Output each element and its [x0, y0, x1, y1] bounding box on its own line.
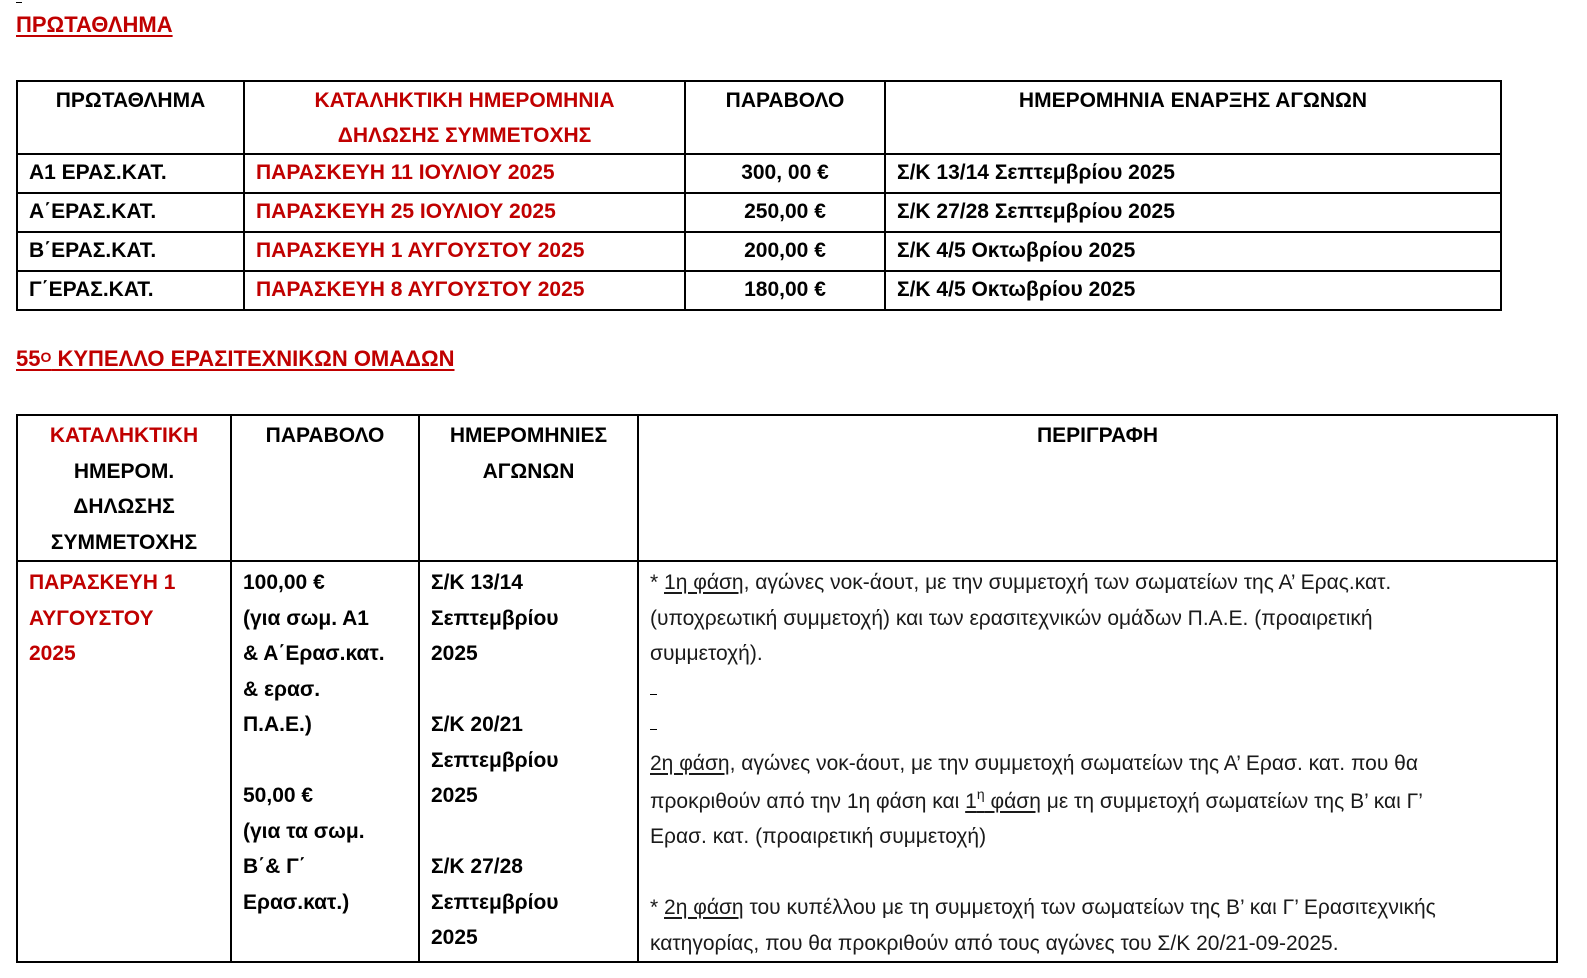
- start-cell: Σ/Κ 13/14 Σεπτεμβρίου 2025: [885, 154, 1501, 193]
- cup-header-row: [17, 415, 1557, 561]
- league-cell: Γ΄ΕΡΑΣ.ΚΑΤ.: [17, 271, 244, 310]
- list-item: Σ/Κ 13/14 Σεπτεμβρίου 2025: [431, 571, 559, 665]
- championship-header-row: [17, 81, 1501, 154]
- deadline-cell: ΠΑΡΑΣΚΕΥΗ 11 ΙΟΥΛΙΟΥ 2025: [244, 154, 685, 193]
- cup-header-deadline: ΚΑΤΑΛΗΚΤΙΚΗ ΗΜΕΡΟΜ. ΔΗΛΩΣΗΣ ΣΥΜΜΕΤΟΧΗΣ: [17, 415, 231, 561]
- start-cell: Σ/Κ 4/5 Οκτωβρίου 2025: [885, 232, 1501, 271]
- fee-cell: 200,00 €: [685, 232, 885, 271]
- championship-heading: ΠΡΩΤΑΘΛΗΜΑ: [16, 12, 173, 37]
- stray-mark: [16, 2, 22, 3]
- header-league: ΠΡΩΤΑΘΛΗΜΑ: [17, 81, 244, 154]
- league-cell: Α1 ΕΡΑΣ.ΚΑΤ.: [17, 154, 244, 193]
- table-row: [17, 193, 1501, 232]
- table-row: [17, 154, 1501, 193]
- cup-deadline-cell: ΠΑΡΑΣΚΕΥΗ 1 ΑΥΓΟΥΣΤΟΥ 2025: [17, 561, 231, 962]
- league-cell: Α΄ΕΡΑΣ.ΚΑΤ.: [17, 193, 244, 232]
- league-cell: Β΄ΕΡΑΣ.ΚΑΤ.: [17, 232, 244, 271]
- cup-fee-cell: 100,00 € (για σωμ. Α1 & Α΄Ερασ.κατ. & ερασ. Π.Α.Ε.) 50,00 € (για τα σωμ. Β΄& Γ΄ Ερασ.κατ.): [231, 561, 419, 962]
- table-row: [17, 271, 1501, 310]
- championship-table: [16, 80, 1502, 311]
- deadline-cell: ΠΑΡΑΣΚΕΥΗ 8 ΑΥΓΟΥΣΤΟΥ 2025: [244, 271, 685, 310]
- header-deadline: ΚΑΤΑΛΗΚΤΙΚΗ ΗΜΕΡΟΜΗΝΙΑ ΔΗΛΩΣΗΣ ΣΥΜΜΕΤΟΧΗΣ: [244, 81, 685, 154]
- cup-table: [16, 414, 1558, 963]
- fee-cell: 300, 00 €: [685, 154, 885, 193]
- cup-dates-cell: [419, 561, 638, 962]
- deadline-cell: ΠΑΡΑΣΚΕΥΗ 1 ΑΥΓΟΥΣΤΟΥ 2025: [244, 232, 685, 271]
- fee-cell: 180,00 €: [685, 271, 885, 310]
- cup-header-description: ΠΕΡΙΓΡΑΦΗ: [638, 415, 1557, 561]
- header-fee: ΠΑΡΑΒΟΛΟ: [685, 81, 885, 154]
- cup-description-cell: * 1η φάση, αγώνες νοκ-άουτ, με την συμμετοχή των σωματείων της Α’ Ερας.κατ. (υποχρεωτική συμμετοχή) και των ερασιτεχνικών ομάδων Π.Α.Ε. (προαιρετική συμμετοχή). 2η φάση, αγώνες νοκ-άουτ, με την συμμετοχή σωματείων της Α’ Ερασ. κατ. που θα προκριθούν από την 1η φάση και $1^\eta$ φάση με τη συμμετοχή σωματείων της Β’ και Γ’ Ερασ. κατ. (προαιρετική συμμετοχή) * 2η φάση του κυπέλλου με τη συμμετοχή των σωματείων της Β’ και Γ’ Ερασιτεχνικής κατηγορίας, που θα προκριθούν από τους αγώνες του Σ/Κ 20/21-09-2025.: [638, 561, 1557, 962]
- cup-data-row: [17, 561, 1557, 962]
- list-item: Σ/Κ 20/21 Σεπτεμβρίου 2025: [431, 713, 559, 807]
- table-row: [17, 232, 1501, 271]
- cup-header-dates: ΗΜΕΡΟΜΗΝΙΕΣ ΑΓΩΝΩΝ: [419, 415, 638, 561]
- deadline-cell: ΠΑΡΑΣΚΕΥΗ 25 ΙΟΥΛΙΟΥ 2025: [244, 193, 685, 232]
- header-start-date: ΗΜΕΡΟΜΗΝΙΑ ΕΝΑΡΞΗΣ ΑΓΩΝΩΝ: [885, 81, 1501, 154]
- start-cell: Σ/Κ 4/5 Οκτωβρίου 2025: [885, 271, 1501, 310]
- start-cell: Σ/Κ 27/28 Σεπτεμβρίου 2025: [885, 193, 1501, 232]
- fee-cell: 250,00 €: [685, 193, 885, 232]
- cup-heading: $55^O$ ΚΥΠΕΛΛΟ ΕΡΑΣΙΤΕΧΝΙΚΩΝ ΟΜΑΔΩΝ: [16, 346, 455, 371]
- cup-header-fee: ΠΑΡΑΒΟΛΟ: [231, 415, 419, 561]
- list-item: Σ/Κ 27/28 Σεπτεμβρίου 2025: [431, 855, 559, 949]
